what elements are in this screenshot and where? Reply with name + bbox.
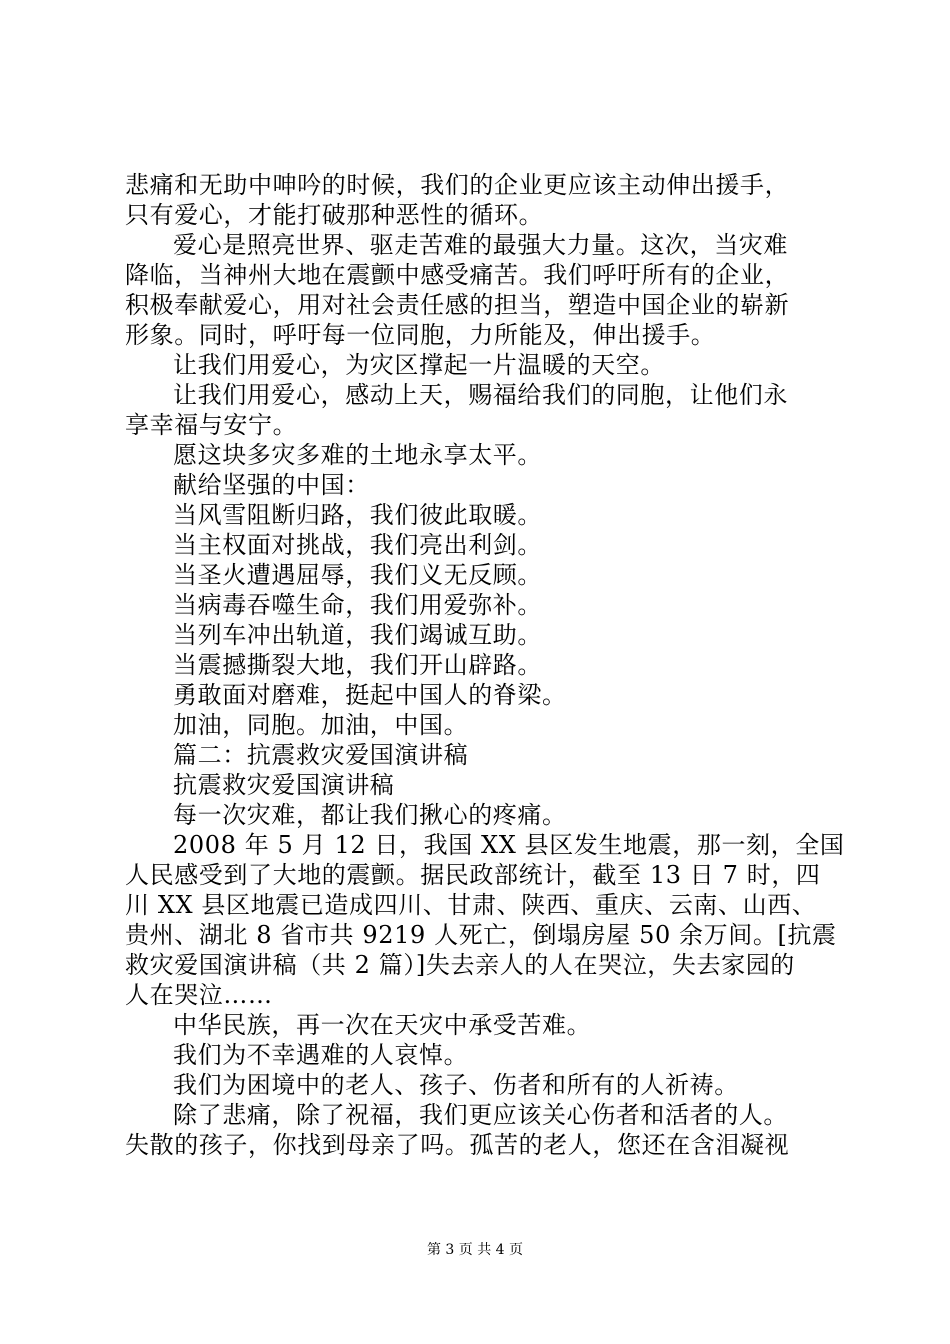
text-line: 当圣火遭遇屈辱，我们义无反顾。 (173, 561, 542, 589)
text-line: 人民感受到了大地的震颤。据民政部统计，截至 13 日 7 时，四 (125, 861, 821, 889)
text-line: 爱心是照亮世界、驱走苦难的最强大力量。这次，当灾难 (173, 231, 788, 259)
text-line: 贵州、湖北 8 省市共 9219 人死亡，倒塌房屋 50 余万间。[抗震 (125, 921, 837, 949)
text-line: 降临，当神州大地在震颤中感受痛苦。我们呼吁所有的企业， (125, 261, 790, 289)
text-line: 加油，同胞。加油，中国。 (173, 711, 469, 739)
text-line: 献给坚强的中国： (173, 471, 370, 499)
text-line: 当风雪阻断归路，我们彼此取暖。 (173, 501, 542, 529)
text-line: 当列车冲出轨道，我们竭诚互助。 (173, 621, 542, 649)
text-line: 我们为不幸遇难的人哀悼。 (173, 1041, 469, 1069)
text-line: 积极奉献爱心，用对社会责任感的担当，塑造中国企业的崭新 (125, 291, 790, 319)
document-body (125, 170, 845, 1160)
text-line: 救灾爱国演讲稿（共 2 篇）]失去亲人的人在哭泣，失去家园的 (125, 951, 795, 979)
text-line: 形象。同时，呼吁每一位同胞，力所能及，伸出援手。 (125, 321, 716, 349)
text-line: 只有爱心，才能打破那种恶性的循环。 (125, 201, 544, 229)
page-footer: 第 3 页 共 4 页 (426, 1242, 524, 1258)
text-line: 让我们用爱心，为灾区撑起一片温暖的天空。 (173, 351, 665, 379)
text-line: 我们为困境中的老人、孩子、伤者和所有的人祈祷。 (173, 1071, 739, 1099)
text-line: 每一次灾难，都让我们揪心的疼痛。 (173, 801, 567, 829)
text-line: 勇敢面对磨难，挺起中国人的脊梁。 (173, 681, 567, 709)
text-line: 2008 年 5 月 12 日，我国 XX 县区发生地震，那一刻，全国 (173, 831, 845, 859)
text-line: 川 XX 县区地震已造成四川、甘肃、陕西、重庆、云南、山西、 (125, 891, 817, 919)
text-line: 除了悲痛，除了祝福，我们更应该关心伤者和活者的人。 (173, 1101, 788, 1129)
text-line: 愿这块多灾多难的土地永享太平。 (173, 441, 542, 469)
text-line: 中华民族，再一次在天灾中承受苦难。 (173, 1011, 592, 1039)
text-line: 当主权面对挑战，我们亮出利剑。 (173, 531, 542, 559)
text-line: 失散的孩子，你找到母亲了吗。孤苦的老人，您还在含泪凝视 (125, 1131, 790, 1159)
text-line: 人在哭泣…… (125, 981, 273, 1009)
text-line: 篇二：抗震救灾爱国演讲稿 (173, 741, 469, 769)
text-line: 让我们用爱心，感动上天，赐福给我们的同胞，让他们永 (173, 381, 788, 409)
text-line: 抗震救灾爱国演讲稿 (173, 771, 395, 799)
text-line: 当震撼撕裂大地，我们开山辟路。 (173, 651, 542, 679)
text-line: 当病毒吞噬生命，我们用爱弥补。 (173, 591, 542, 619)
text-line: 享幸福与安宁。 (125, 411, 298, 439)
text-line: 悲痛和无助中呻吟的时候，我们的企业更应该主动伸出援手， (125, 171, 790, 199)
